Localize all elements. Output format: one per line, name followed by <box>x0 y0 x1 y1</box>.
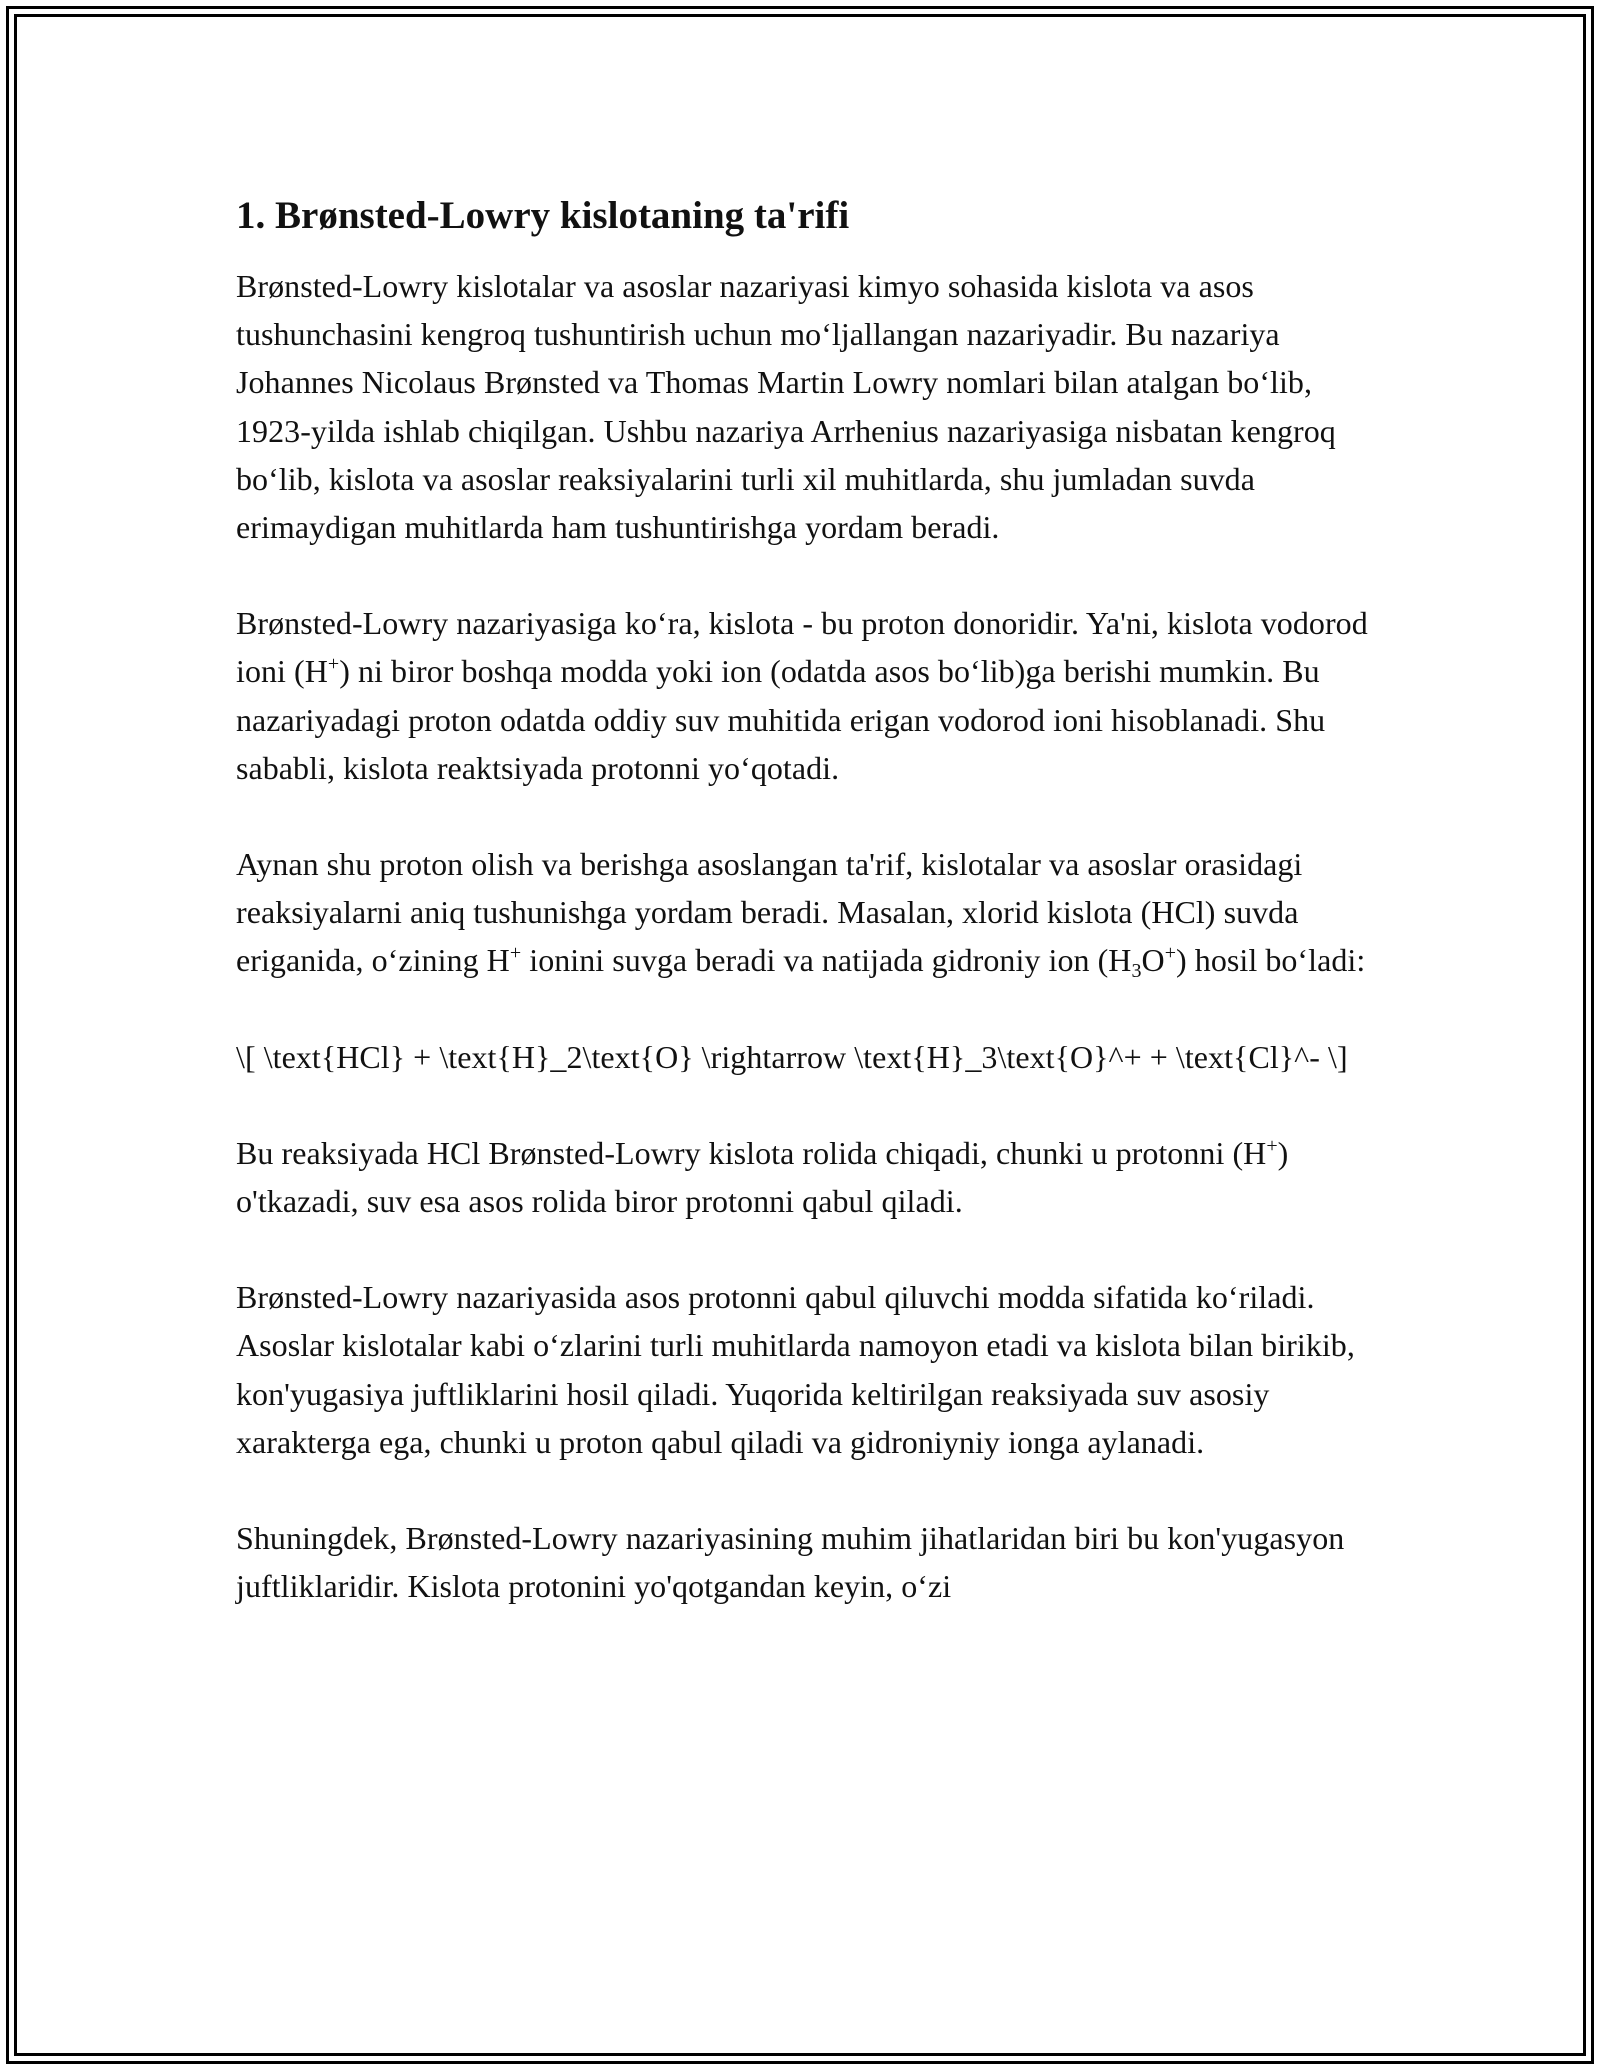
section-heading: 1. Brønsted-Lowry kislotaning ta'rifi <box>236 194 850 237</box>
text-span: O <box>1141 942 1165 979</box>
text-span: Aynan shu proton olish va berishga asoslangan ta'rif, kislotalar va asoslar orasidagi reaksiyalarni aniq tushunishga yordam beradi. Masalan, xlorid kislota (HCl) suvda eriganida, o‘zining H <box>236 846 1303 979</box>
paragraph-intro: Brønsted-Lowry kislotalar va asoslar nazariyasi kimyo sohasida kislota va asos tushunchasini kengroq tushuntirish uchun mo‘ljallangan nazariyadir. Bu nazariya Johannes Nicolaus Brønsted va Thomas Martin Lowry nomlari bilan atalgan bo‘lib, 1923-yilda ishlab chiqilgan. Ushbu nazariya Arrhenius nazariyasiga nisbatan kengroq bo‘lib, kislota va asoslar reaksiyalarini turli xil muhitlarda, shu jumladan suvda erimaydigan muhitlarda ham tushuntirishga yordam beradi. <box>236 268 1336 546</box>
document-body <box>236 186 1376 1658</box>
paragraph-conjugate-pairs: Shuningdek, Brønsted-Lowry nazariyasining muhim jihatlaridan biri bu kon'yugasyon juftliklaridir. Kislota protonini yo'qotgandan keyin, o‘zi <box>236 1520 1345 1605</box>
superscript-plus: + <box>509 942 522 965</box>
equation-latex: \[ \text{HCl} + \text{H}_2\text{O} \rightarrow \text{H}_3\text{O}^+ + \text{Cl}^- \] <box>236 1038 1348 1075</box>
superscript-plus: + <box>1266 1134 1278 1157</box>
text-span: ) hosil bo‘ladi: <box>1176 942 1366 979</box>
superscript-plus: + <box>327 653 340 676</box>
paragraph-base-definition: Brønsted-Lowry nazariyasida asos protonni qabul qiluvchi modda sifatida ko‘riladi. Asoslar kislotalar kabi o‘zlarini turli muhitlarda namoyon etadi va kislota bilan birikib, kon'yugasiya juftliklarini hosil qiladi. Yuqorida keltirilgan reaksiyada suv asosiy xarakterga ega, chunki u proton qabul qiladi va gidroniyniy ionga aylanadi. <box>236 1279 1355 1460</box>
paragraph-hcl-example <box>236 840 1376 985</box>
text-span: ) ni biror boshqa modda yoki ion (odatda asos bo‘lib)ga berishi mumkin. Bu nazariyadagi proton odatda oddiy suv muhitida erigan vodorod ioni hisoblanadi. Shu sababli, kislota reaktsiyada protonni yo‘qotadi. <box>236 653 1326 786</box>
text-span: ) o'tkazadi, suv esa asos rolida biror protonni qabul qiladi. <box>236 1134 1289 1220</box>
superscript-plus: + <box>1164 942 1177 965</box>
text-span: Brønsted-Lowry nazariyasiga ko‘ra, kislota - bu proton donoridir. Ya'ni, kislota vodorod ioni (H <box>236 605 1368 690</box>
text-span: Bu reaksiyada HCl Brønsted-Lowry kislota rolida chiqadi, chunki u protonni (H <box>236 1134 1267 1171</box>
subscript-three: 3 <box>1131 960 1142 983</box>
paragraph-proton-donor <box>236 599 1376 792</box>
paragraph-reaction-roles <box>236 1129 1376 1225</box>
text-span: ionini suvga beradi va natijada gidroniy ion (H <box>521 942 1132 979</box>
